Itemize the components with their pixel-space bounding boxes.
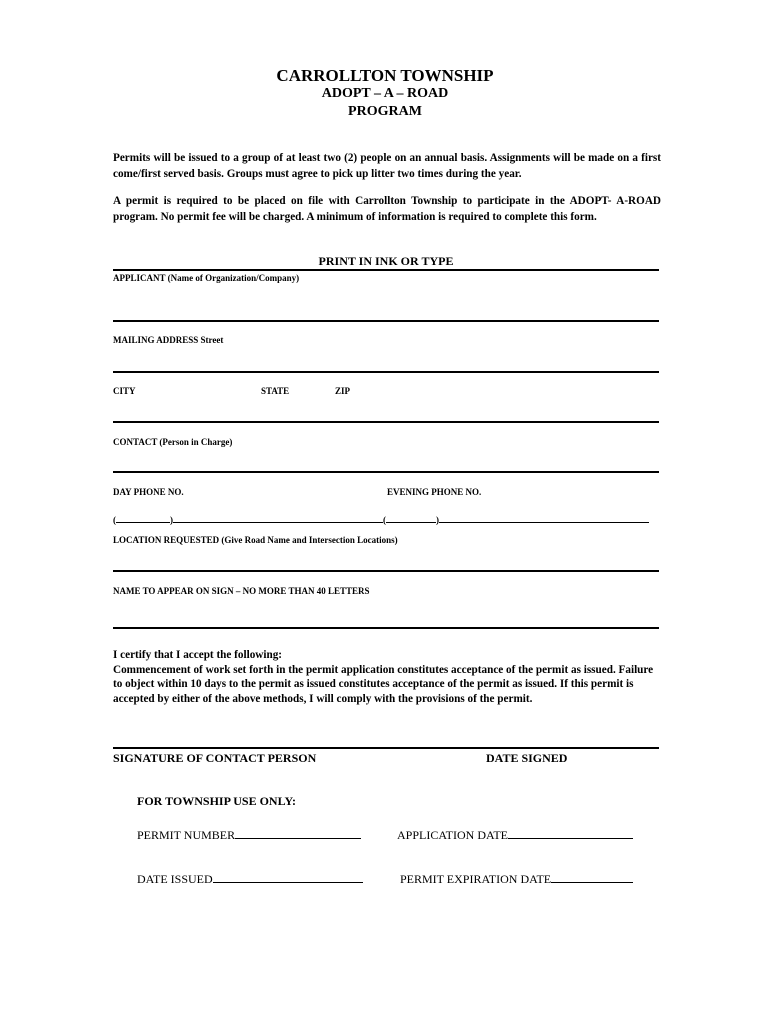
expiration-date-row (400, 870, 633, 887)
page-title: CARROLLTON TOWNSHIP (276, 66, 494, 85)
certification-heading: I certify that I accept the following: (113, 649, 283, 661)
date-issued-label: DATE ISSUED (137, 872, 213, 886)
evening-phone-area-close: ) (436, 515, 439, 525)
intro-paragraph-2: A permit is required to be placed on file with Carrollton Township to participate in the ADOPT- A-ROAD program. No permit fee will be charged. A minimum of information is required to complete this form. (113, 195, 661, 223)
application-date-label: APPLICATION DATE (397, 828, 508, 842)
day-phone-label: DAY PHONE NO. (113, 487, 184, 497)
permit-number-row (137, 826, 361, 843)
contact-label: CONTACT (Person in Charge) (113, 437, 233, 447)
program-label: PROGRAM (348, 104, 422, 119)
date-issued-blank[interactable] (213, 870, 363, 883)
divider (113, 371, 659, 373)
day-phone-area-open: ( (113, 515, 116, 525)
divider (113, 471, 659, 473)
city-label: CITY (113, 386, 136, 396)
township-use-heading: FOR TOWNSHIP USE ONLY: (137, 794, 297, 808)
signature-label: SIGNATURE OF CONTACT PERSON (113, 751, 317, 765)
divider (113, 421, 659, 423)
contact-field[interactable] (113, 450, 659, 470)
applicant-label: APPLICANT (Name of Organization/Company) (113, 273, 300, 283)
application-date-row (397, 826, 633, 843)
location-requested-field[interactable] (113, 548, 659, 568)
permit-number-label: PERMIT NUMBER (137, 828, 236, 842)
location-requested-label: LOCATION REQUESTED (Give Road Name and Intersection Locations) (113, 535, 398, 545)
divider (113, 320, 659, 322)
signature-line[interactable] (113, 747, 659, 749)
day-phone-number-blank[interactable] (173, 510, 383, 523)
state-label: STATE (261, 386, 290, 396)
intro-paragraph-1: Permits will be issued to a group of at least two (2) people on an annual basis. Assignments will be made on a first come/first served basis. Groups must agree to pick up litter two times during the year. (113, 152, 661, 180)
evening-phone-number-blank[interactable] (439, 510, 649, 523)
mailing-address-field[interactable] (113, 348, 659, 368)
program-subtitle: ADOPT – A – ROAD (321, 86, 449, 101)
day-phone-area-close: ) (170, 515, 173, 525)
permit-expiration-date-blank[interactable] (551, 870, 633, 883)
certification-body: Commencement of work set forth in the permit application constitutes acceptance of the permit as issued. Failure to object within 10 days to the permit as issued constitutes acceptance of the permit as issued. If this permit is accepted by either of the above methods, I will comply with the provisions of the permit. (113, 663, 654, 705)
divider (113, 570, 659, 572)
sign-name-label: NAME TO APPEAR ON SIGN – NO MORE THAN 40 LETTERS (113, 586, 370, 596)
evening-phone-label: EVENING PHONE NO. (387, 487, 482, 497)
phone-number-lines[interactable] (113, 510, 649, 525)
evening-phone-area-blank[interactable] (386, 510, 436, 523)
permit-expiration-date-label: PERMIT EXPIRATION DATE (400, 872, 552, 886)
print-instruction: PRINT IN INK OR TYPE (318, 254, 454, 268)
permit-number-blank[interactable] (235, 826, 361, 839)
day-phone-area-blank[interactable] (116, 510, 170, 523)
date-signed-label: DATE SIGNED (486, 751, 568, 765)
divider (113, 269, 659, 271)
date-issued-row (137, 870, 363, 887)
applicant-field[interactable] (113, 286, 659, 318)
evening-phone-area-open: ( (383, 515, 386, 525)
sign-name-field[interactable] (113, 600, 659, 624)
certification-block (113, 648, 659, 706)
zip-label: ZIP (335, 386, 351, 396)
application-date-blank[interactable] (508, 826, 633, 839)
city-state-zip-field[interactable] (113, 398, 659, 418)
divider (113, 627, 659, 629)
mailing-address-label: MAILING ADDRESS Street (113, 335, 224, 345)
